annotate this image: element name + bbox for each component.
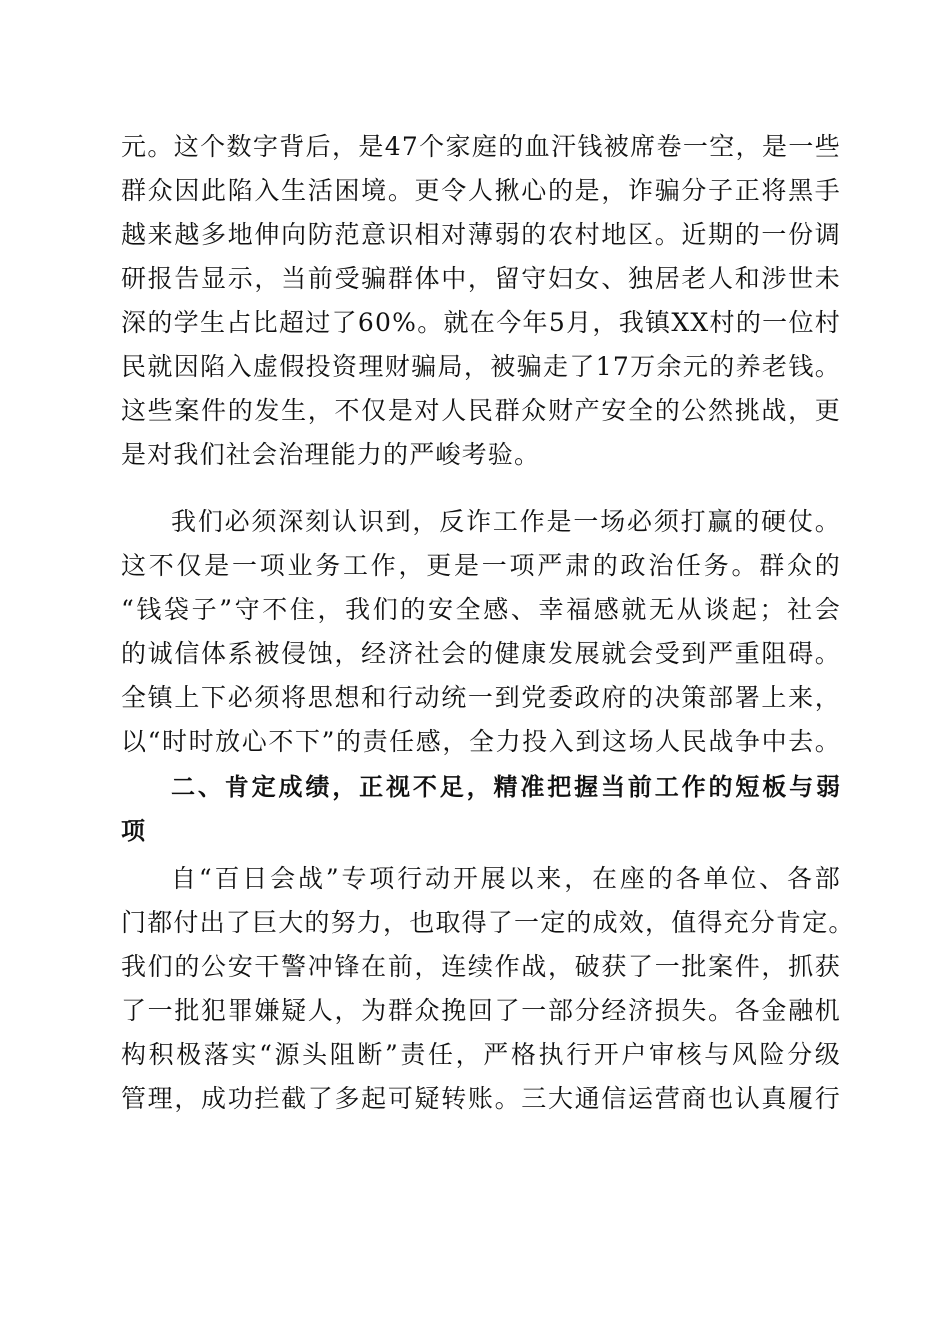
- text-line: 元。这个数字背后，是47个家庭的血汗钱被席卷一空，是一些: [121, 132, 841, 161]
- text-line: 研报告显示，当前受骗群体中，留守妇女、独居老人和涉世未: [121, 264, 841, 293]
- text-line: 深的学生占比超过了60%。就在今年5月，我镇XX村的一位村: [121, 308, 841, 337]
- text-line: 这些案件的发生，不仅是对人民群众财产安全的公然挑战，更: [121, 396, 841, 425]
- text-line: 是对我们社会治理能力的严峻考验。: [121, 440, 541, 469]
- text-line: 管理，成功拦截了多起可疑转账。三大通信运营商也认真履行: [121, 1084, 841, 1113]
- section-heading: 二、肯定成绩，正视不足，精准把握当前工作的短板与弱: [171, 773, 841, 801]
- paragraph-first-line: 自“百日会战”专项行动开展以来，在座的各单位、各部: [171, 864, 841, 893]
- text-line: 全镇上下必须将思想和行动统一到党委政府的决策部署上来，: [121, 683, 841, 712]
- text-line: 构积极落实“源头阻断”责任，严格执行开户审核与风险分级: [121, 1040, 841, 1069]
- text-line: 群众因此陷入生活困境。更令人揪心的是，诈骗分子正将黑手: [121, 176, 841, 205]
- text-line: 门都付出了巨大的努力，也取得了一定的成效，值得充分肯定。: [121, 908, 855, 937]
- text-line: 的诚信体系被侵蚀，经济社会的健康发展就会受到严重阻碍。: [121, 639, 841, 668]
- text-line: 越来越多地伸向防范意识相对薄弱的农村地区。近期的一份调: [121, 220, 841, 249]
- text-line: 了一批犯罪嫌疑人，为群众挽回了一部分经济损失。各金融机: [121, 996, 841, 1025]
- text-line: 民就因陷入虚假投资理财骗局，被骗走了17万余元的养老钱。: [121, 352, 841, 381]
- text-line: 以“时时放心不下”的责任感，全力投入到这场人民战争中去。: [121, 727, 841, 756]
- text-line: “钱袋子”守不住，我们的安全感、幸福感就无从谈起；社会: [121, 595, 841, 624]
- text-line: 这不仅是一项业务工作，更是一项严肃的政治任务。群众的: [121, 551, 841, 580]
- paragraph-first-line: 我们必须深刻认识到，反诈工作是一场必须打赢的硬仗。: [171, 507, 841, 536]
- text-line: 我们的公安干警冲锋在前，连续作战，破获了一批案件，抓获: [121, 952, 841, 981]
- section-heading-continued: 项: [121, 817, 146, 845]
